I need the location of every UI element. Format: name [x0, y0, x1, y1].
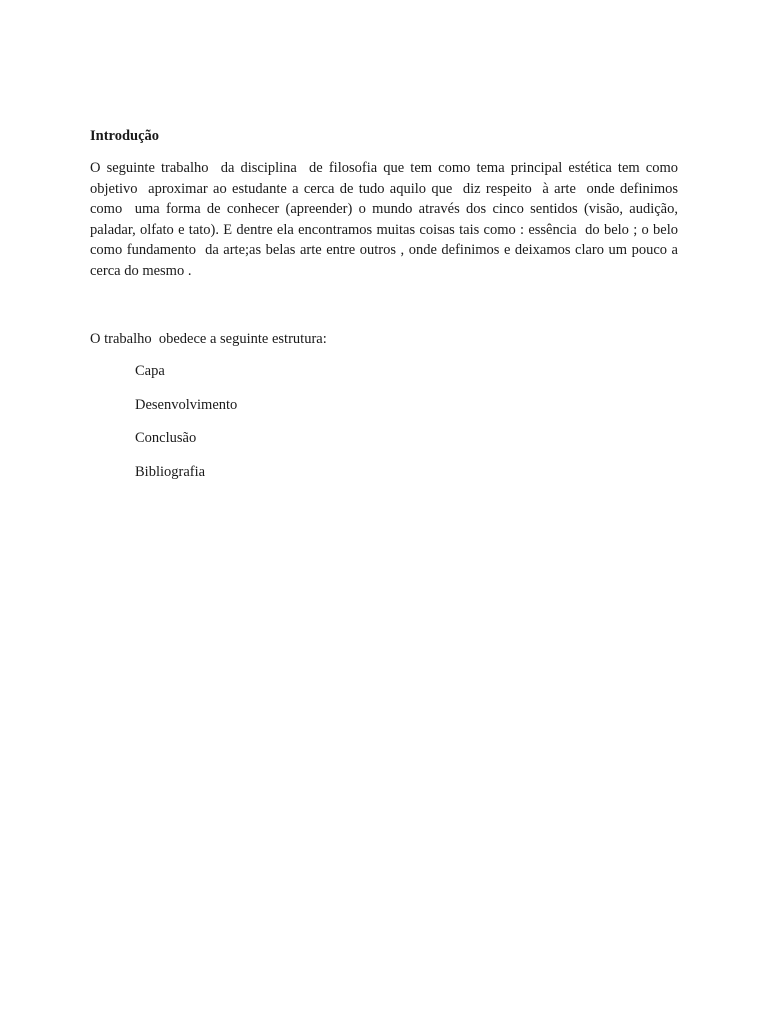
intro-paragraph: O seguinte trabalho da disciplina de filosofia que tem como tema principal estética tem como objetivo aproximar ao estudante a cerca de tudo aquilo que diz respeito à arte onde definimos como uma forma de conhecer (apreender) o mundo através dos cinco sentidos (visão, audição, paladar, olfato e tato). E dentre ela encontramos muitas coisas tais como : essência do belo ; o belo como fundamento da arte;as belas arte entre outros , onde definimos e deixamos claro um pouco a cerca do mesmo .: [90, 160, 682, 279]
structure-item-conclusao: Conclusão: [135, 430, 197, 446]
section-heading: Introdução: [90, 128, 160, 144]
structure-list: [135, 361, 237, 495]
structure-item-desenvolvimento: Desenvolvimento: [135, 396, 238, 413]
structure-intro-text: O trabalho obedece a seguinte estrutura:: [90, 331, 327, 347]
structure-item-capa: Capa: [135, 363, 165, 379]
structure-item-bibliografia: Bibliografia: [135, 463, 206, 480]
